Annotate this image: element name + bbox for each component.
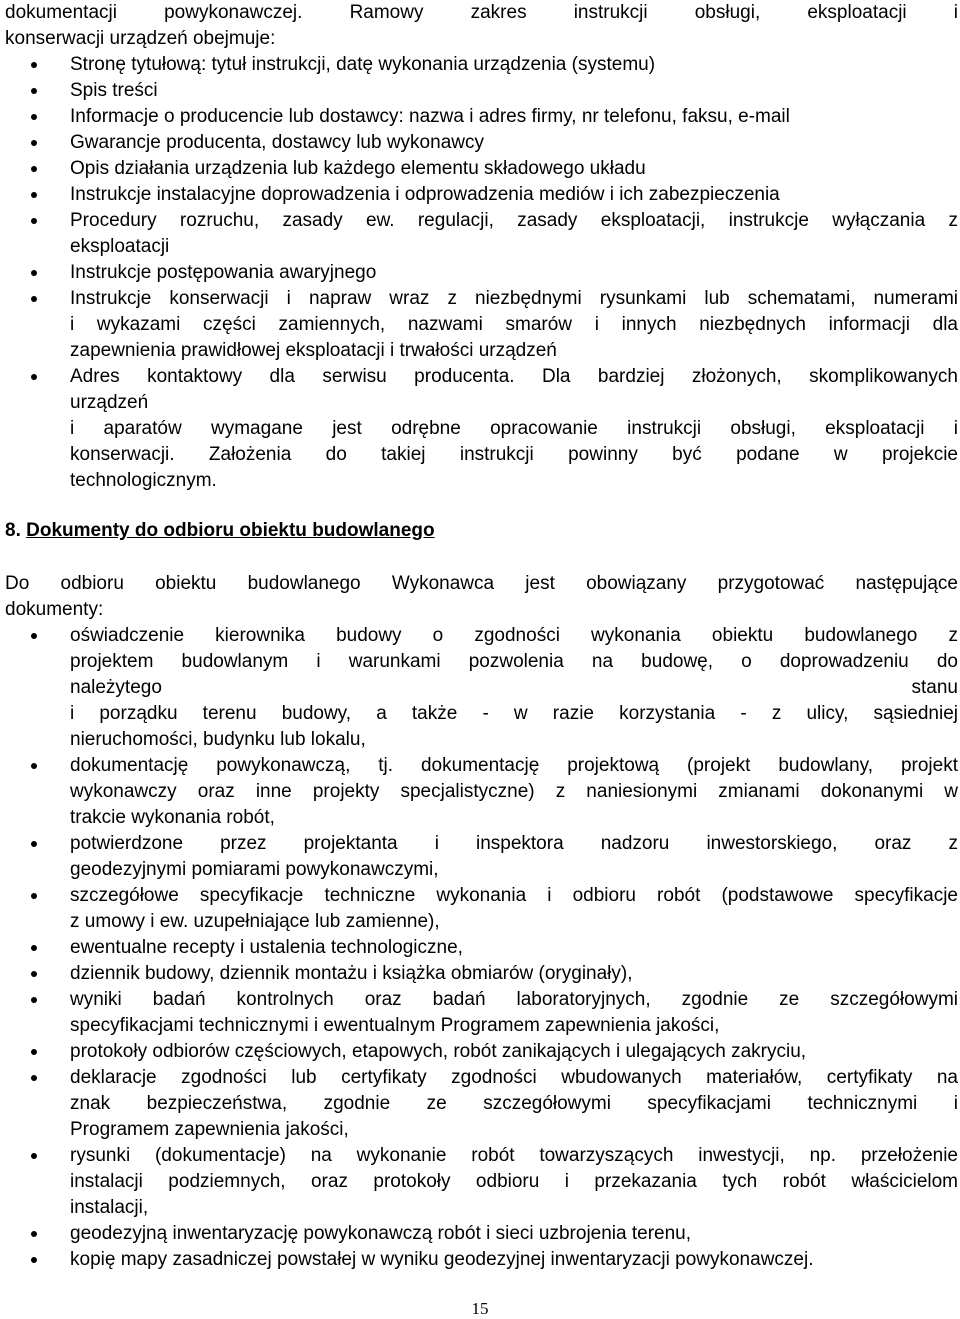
bullet-icon: [31, 1049, 37, 1055]
list-item: [5, 1221, 958, 1247]
bullet-icon: [31, 997, 37, 1003]
required-documents-list: [5, 623, 958, 1273]
list-item-line: geodezyjną inwentaryzację powykonawczą robót i sieci uzbrojenia terenu,: [70, 1223, 692, 1244]
list-item: [5, 1039, 958, 1065]
list-item: [5, 623, 958, 753]
list-item: [5, 935, 958, 961]
list-item: [5, 130, 958, 156]
list-item-line: i aparatów wymagane jest odrębne opracowanie instrukcji obsługi, eksploatacji i: [70, 418, 958, 439]
list-item: [5, 78, 958, 104]
bullet-icon: [31, 1231, 37, 1237]
list-item-line: Informacje o producencie lub dostawcy: nazwa i adres firmy, nr telefonu, faksu, e-mail: [70, 106, 790, 127]
list-item-line: dokumentację powykonawczą, tj. dokumentację projektową (projekt budowlany, projekt: [70, 755, 958, 776]
list-item-line: instalacji,: [70, 1197, 149, 1218]
bullet-icon: [31, 192, 37, 198]
bullet-icon: [31, 62, 37, 68]
list-item-line: rysunki (dokumentacje) na wykonanie robót towarzyszących inwestycji, np. przełożenie: [70, 1145, 958, 1166]
list-item: [5, 1143, 958, 1221]
list-item: [5, 104, 958, 130]
list-item-line: Instrukcje konserwacji i napraw wraz z niezbędnymi rysunkami lub schematami, numerami: [70, 288, 958, 309]
list-item: [5, 182, 958, 208]
list-item-line: deklaracje zgodności lub certyfikaty zgodności wbudowanych materiałów, certyfikaty na: [70, 1067, 958, 1088]
list-item-line: nieruchomości, budynku lub lokalu,: [70, 729, 366, 750]
bullet-icon: [31, 841, 37, 847]
section-title: Dokumenty do odbioru obiektu budowlanego: [26, 520, 435, 541]
list-item: [5, 961, 958, 987]
bullet-icon: [31, 374, 37, 380]
intro-line: dokumentacji powykonawczej. Ramowy zakres instrukcji obsługi, eksploatacji i: [5, 2, 958, 23]
bullet-icon: [31, 114, 37, 120]
list-item-line: oświadczenie kierownika budowy o zgodności wykonania obiektu budowlanego z: [70, 625, 958, 646]
list-item-line: protokoły odbiorów częściowych, etapowych, robót zanikających i ulegających zakryciu,: [70, 1041, 807, 1062]
list-item: [5, 753, 958, 831]
list-item: [5, 286, 958, 364]
list-item-line: trakcie wykonania robót,: [70, 807, 275, 828]
list-item-line: konserwacji. Założenia do takiej instrukcji powinny być podane w projekcie: [70, 444, 958, 465]
bullet-icon: [31, 1257, 37, 1263]
list-item-line: potwierdzone przez projektanta i inspektora nadzoru inwestorskiego, oraz z: [70, 833, 958, 854]
list-item-line: Spis treści: [70, 80, 158, 101]
list-item-line: i porządku terenu budowy, a także - w razie korzystania - z ulicy, sąsiedniej: [70, 703, 958, 724]
section-intro-paragraph: [5, 571, 958, 623]
list-item-line: eksploatacji: [70, 236, 170, 257]
bullet-icon: [31, 296, 37, 302]
paragraph-line: dokumenty:: [5, 599, 104, 620]
bullet-icon: [31, 893, 37, 899]
list-item: [5, 208, 958, 260]
manual-contents-list: [5, 52, 958, 494]
bullet-icon: [31, 166, 37, 172]
list-item-line: i wykazami części zamiennych, nazwami smarów i innych niezbędnych informacji dla: [70, 314, 958, 335]
list-item-line: geodezyjnymi pomiarami powykonawczymi,: [70, 859, 439, 880]
list-item-line: dziennik budowy, dziennik montażu i książka obmiarów (oryginały),: [70, 963, 633, 984]
list-item-line: Gwarancje producenta, dostawcy lub wykonawcy: [70, 132, 484, 153]
list-item: [5, 883, 958, 935]
list-item-line: wyniki badań kontrolnych oraz badań laboratoryjnych, zgodnie ze szczegółowymi: [70, 989, 958, 1010]
list-item-line: Stronę tytułową: tytuł instrukcji, datę wykonania urządzenia (systemu): [70, 54, 656, 75]
list-item-line: znak bezpieczeństwa, zgodnie ze szczegółowymi specyfikacjami technicznymi i: [70, 1093, 958, 1114]
intro-line: konserwacji urządzeń obejmuje:: [5, 28, 276, 49]
bullet-icon: [31, 270, 37, 276]
list-item: [5, 831, 958, 883]
list-item-line: szczegółowe specyfikacje techniczne wykonania i odbioru robót (podstawowe specyfikacje: [70, 885, 958, 906]
list-item-line: Procedury rozruchu, zasady ew. regulacji, zasady eksploatacji, instrukcje wyłączania z: [70, 210, 958, 231]
list-item-line: należytego stanu: [70, 677, 958, 698]
list-item: [5, 1247, 958, 1273]
list-item: [5, 260, 958, 286]
bullet-icon: [31, 1075, 37, 1081]
bullet-icon: [31, 218, 37, 224]
list-item-line: technologicznym.: [70, 470, 217, 491]
list-item: [5, 1065, 958, 1143]
list-item-line: Instrukcje instalacyjne doprowadzenia i odprowadzenia mediów i ich zabezpieczenia: [70, 184, 780, 205]
list-item-line: wykonawczy oraz inne projekty specjalistyczne) z naniesionymi zmianami dokonanymi w: [70, 781, 958, 802]
bullet-icon: [31, 971, 37, 977]
bullet-icon: [31, 88, 37, 94]
list-item-line: Instrukcje postępowania awaryjnego: [70, 262, 377, 283]
document-page: [5, 0, 958, 1273]
bullet-icon: [31, 763, 37, 769]
page-number: 15: [471, 1299, 489, 1318]
list-item: [5, 156, 958, 182]
list-item-line: z umowy i ew. uzupełniające lub zamienne),: [70, 911, 440, 932]
list-item: [5, 364, 958, 494]
list-item-line: Adres kontaktowy dla serwisu producenta. Dla bardziej złożonych, skomplikowanych: [70, 366, 958, 387]
paragraph-line: Do odbioru obiektu budowlanego Wykonawca jest obowiązany przygotować następujące: [5, 573, 958, 594]
section-number: 8.: [5, 520, 21, 541]
bullet-icon: [31, 140, 37, 146]
list-item: [5, 52, 958, 78]
list-item-line: zapewnienia prawidłowej eksploatacji i trwałości urządzeń: [70, 340, 557, 361]
bullet-icon: [31, 1153, 37, 1159]
bullet-icon: [31, 945, 37, 951]
intro-paragraph: [5, 0, 958, 52]
section-heading: [5, 518, 958, 544]
list-item-line: specyfikacjami technicznymi i ewentualnym Programem zapewnienia jakości,: [70, 1015, 720, 1036]
list-item-line: urządzeń: [70, 392, 149, 413]
bullet-icon: [31, 633, 37, 639]
list-item-line: Programem zapewnienia jakości,: [70, 1119, 349, 1140]
list-item-line: instalacji podziemnych, oraz protokoły odbioru i przekazania tych robót właścicielom: [70, 1171, 958, 1192]
list-item-line: projektem budowlanym i warunkami pozwolenia na budowę, o doprowadzeniu do: [70, 651, 958, 672]
list-item-line: Opis działania urządzenia lub każdego elementu składowego układu: [70, 158, 646, 179]
list-item: [5, 987, 958, 1039]
list-item-line: kopię mapy zasadniczej powstałej w wyniku geodezyjnej inwentaryzacji powykonawczej.: [70, 1249, 814, 1270]
list-item-line: ewentualne recepty i ustalenia technologiczne,: [70, 937, 463, 958]
